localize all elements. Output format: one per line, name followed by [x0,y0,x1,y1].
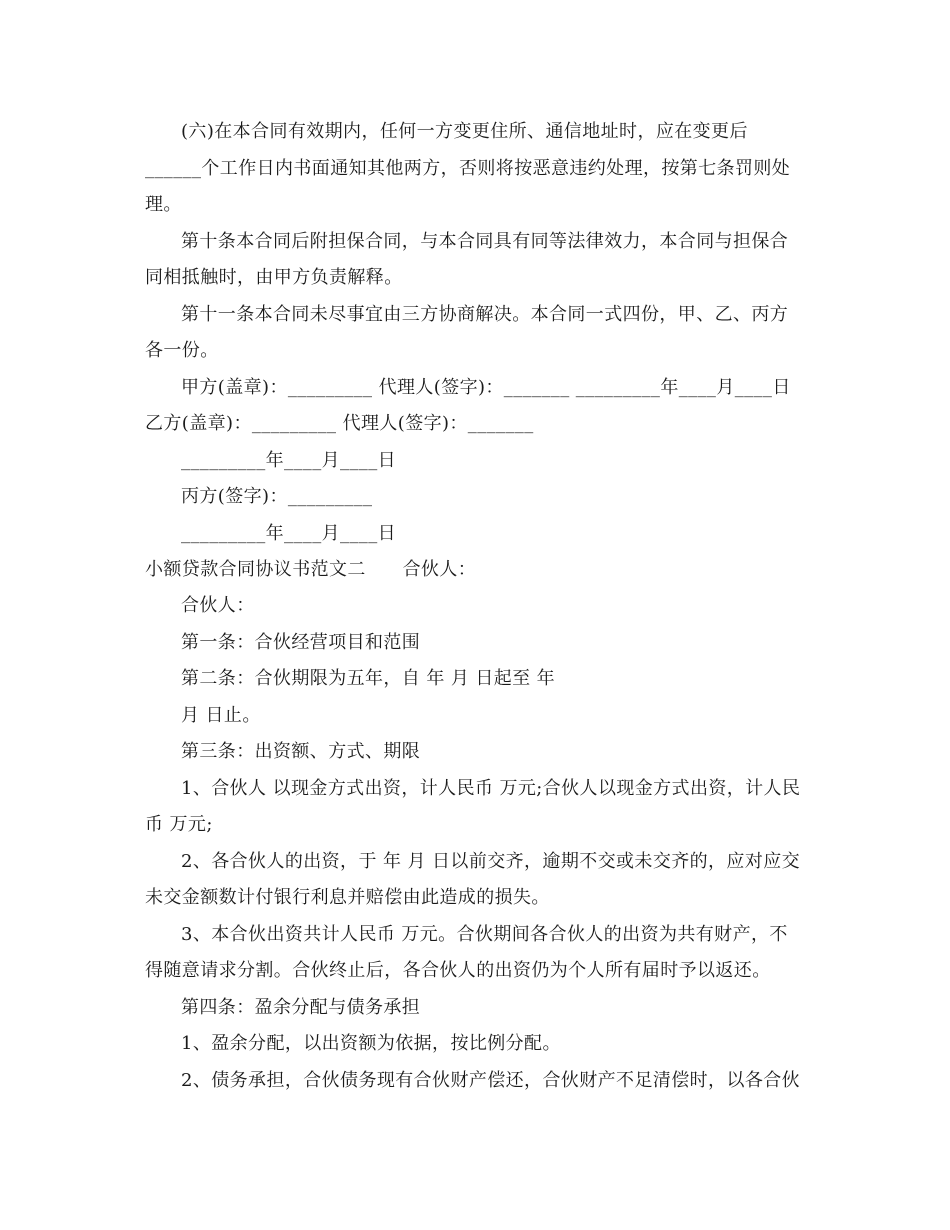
text-line: 1、合伙人 以现金方式出资，计人民币 万元;合伙人以现金方式出资，计人民 [181,778,801,799]
text-line: 第十条本合同后附担保合同，与本合同具有同等法律效力，本合同与担保合 [181,231,789,252]
text-line: ______个工作日内书面通知其他两方，否则将按恶意违约处理，按第七条罚则处 [145,158,791,179]
text-line: 各一份。 [145,340,219,361]
signature-line-party-c: 丙方(签字)：_________ [181,486,373,507]
text-line: 合伙人： [181,595,255,616]
section-heading: 小额贷款合同协议书范文二 合伙人： [145,559,477,580]
text-line: 2、各合伙人的出资，于 年 月 日以前交齐，逾期不交或未交齐的，应对应交 [181,851,801,872]
date-line: _________年____月____日 [181,450,396,471]
text-line: 未交金额数计付银行利息并赔偿由此造成的损失。 [145,887,550,908]
text-line: 同相抵触时，由甲方负责解释。 [145,267,403,288]
text-line: 第二条：合伙期限为五年，自 年 月 日起至 年 [181,668,556,689]
text-line: 理。 [145,194,182,215]
text-line: 得随意请求分割。合伙终止后，各合伙人的出资仍为个人所有届时予以返还。 [145,960,771,981]
text-line: 月 日止。 [181,705,261,726]
text-line: 币 万元; [145,814,213,835]
signature-line-party-b: 乙方(盖章)：_________ 代理人(签字)：_______ [145,413,534,434]
date-line: _________年____月____日 [181,523,396,544]
text-line: 第十一条本合同未尽事宜由三方协商解决。本合同一式四份，甲、乙、丙方 [181,304,789,325]
text-line: 1、盈余分配，以出资额为依据，按比例分配。 [181,1033,561,1054]
text-line: 第三条：出资额、方式、期限 [181,741,421,762]
text-line: (六)在本合同有效期内，任何一方变更住所、通信地址时，应在变更后 [181,121,748,142]
text-line: 3、本合伙出资共计人民币 万元。合伙期间各合伙人的出资为共有财产，不 [181,924,788,945]
signature-line-party-a: 甲方(盖章)：_________ 代理人(签字)：_______ _________年____月____日 [181,377,791,398]
text-line: 第四条：盈余分配与债务承担 [181,997,421,1018]
text-line: 第一条：合伙经营项目和范围 [181,632,421,653]
text-line: 2、债务承担，合伙债务现有合伙财产偿还，合伙财产不足清偿时，以各合伙 [181,1070,801,1091]
